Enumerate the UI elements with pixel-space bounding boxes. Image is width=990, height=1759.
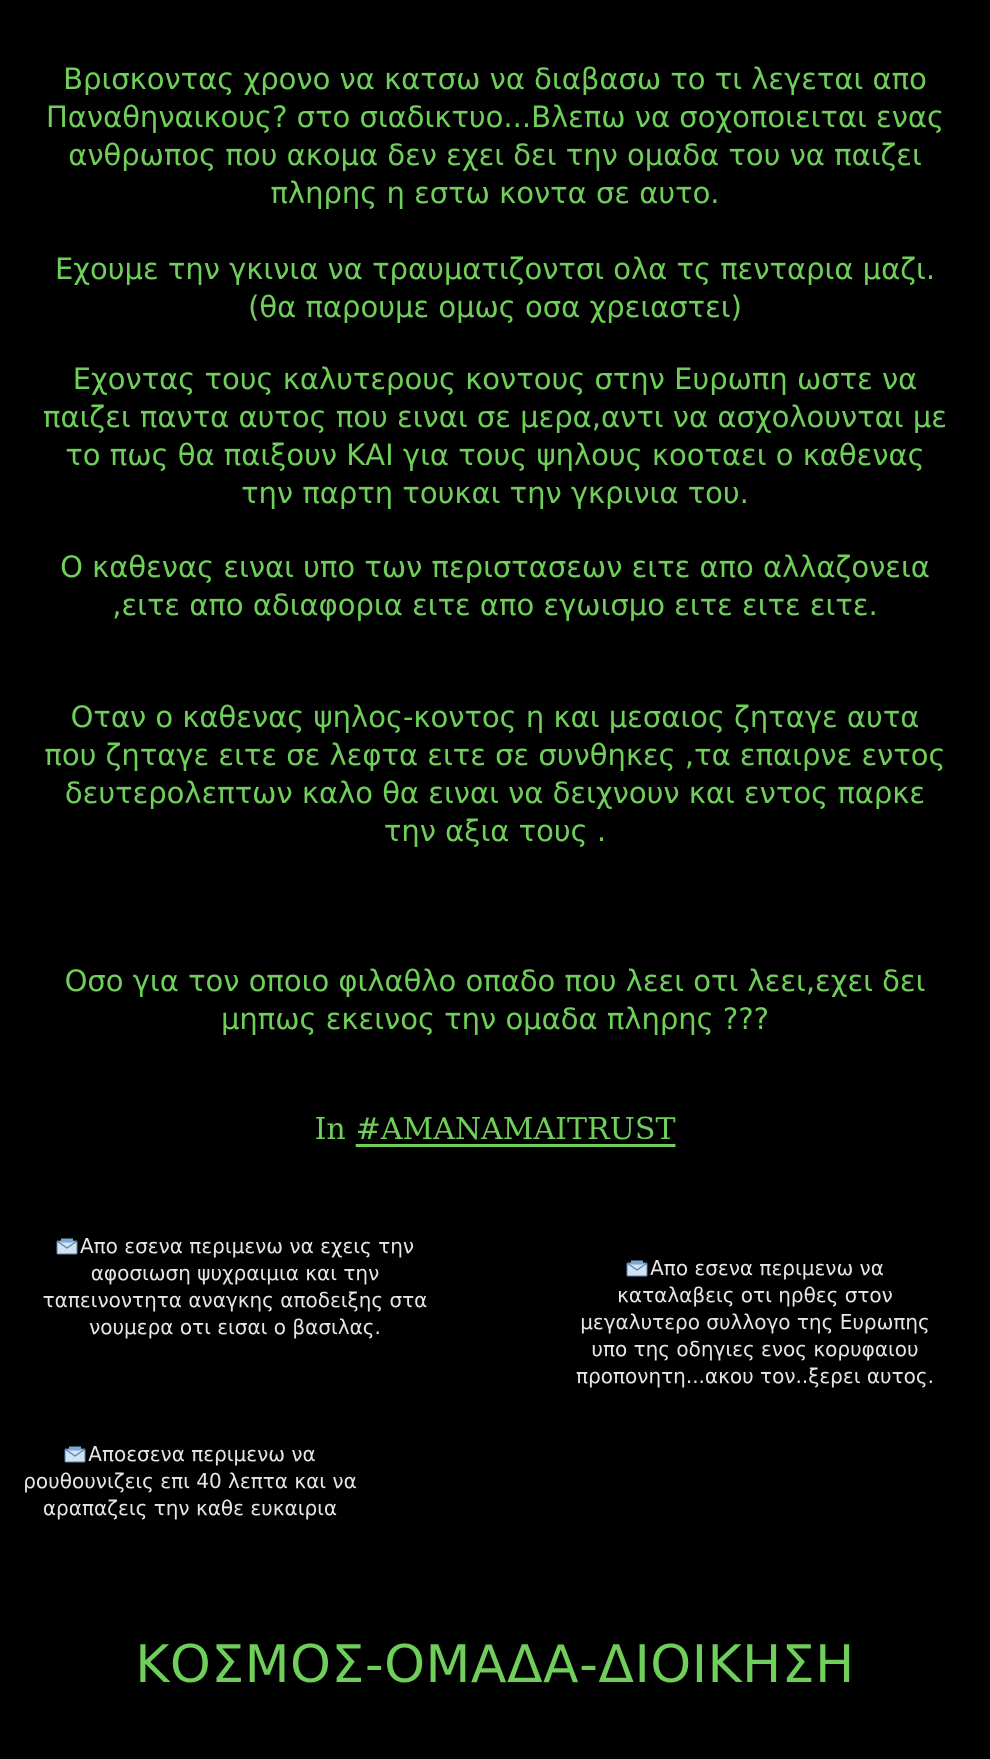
note-message: [575, 1255, 935, 1390]
paragraph-demands: Οταν ο καθενας ψηλος-κοντος η και μεσαιος ζηταγε αυτα που ζηταγε ειτε σε λεφτα ειτε σε συνθηκες ,τα επαιρνε εντος δευτερολεπτων καλο θα ειναι να δειχνουν και εντος παρκε την αξια τους .: [44, 700, 946, 848]
hashtag-prefix: In: [314, 1112, 346, 1147]
hashtag-link[interactable]: #AMANAMAITRUST: [355, 1112, 676, 1147]
note-message: [40, 1233, 430, 1341]
envelope-icon: [626, 1260, 648, 1277]
envelope-icon: [56, 1238, 78, 1255]
envelope-icon: [64, 1446, 86, 1463]
paragraph-injuries: Εχουμε την γκινια να τραυματιζοντσι ολα τς πενταρια μαζι.(θα παρουμε ομως οσα χρειαστει): [54, 252, 936, 324]
note-message: [10, 1441, 370, 1522]
paragraph-fans: Οσο για τον οποιο φιλαθλο οπαδο που λεει οτι λεει,εχει δει μηπως εκεινος την ομαδα πληρης ???: [64, 964, 926, 1036]
footer-slogan: ΚΟΣΜΟΣ-ΟΜΑΔΑ-ΔΙΟΙΚΗΣΗ: [135, 1635, 855, 1695]
paragraph-circumstances: Ο καθενας ειναι υπο των περιστασεων ειτε απο αλλαζονεια ,ειτε απο αδιαφορια ειτε απο εγωισμο ειτε ειτε ειτε.: [60, 550, 930, 622]
paragraph-guards: Εχοντας τους καλυτερους κοντους στην Ευρωπη ωστε να παιζει παντα αυτος που ειναι σε μερα,αντι να ασχολουνται με το πως θα παιξουν ΚΑΙ για τους ψηλους κοοταει ο καθενας την παρτη τουκαι την γκρινια του.: [43, 362, 947, 510]
note-text: Αποεσενα περιμενω να ρουθουνιζεις επι 40 λεπτα και να αραπαζεις την καθε ευκαιρια: [23, 1442, 357, 1520]
hashtag-line: [40, 1110, 950, 1150]
note-text: Απο εσενα περιμενω να εχεις την αφοσιωση ψυχραιμια και την ταπεινοντητα αναγκης αποδειξης στα νουμερα οτι εισαι ο βασιλας.: [42, 1234, 428, 1339]
paragraph-intro: Βρισκοντας χρονο να κατσω να διαβασω το τι λεγεται απο Παναθηναικους? στο σιαδικτυο...Βλεπω να σοχοποιειται ενας ανθρωπος που ακομα δεν εχει δει την ομαδα του να παιζει πληρης η εστω κοντα σε αυτο.: [45, 62, 945, 210]
note-text: Απο εσενα περιμενω να καταλαβεις οτι ηρθες στον μεγαλυτερο συλλογο της Ευρωπης υπο της οδηγιες ενος κορυφαιου προπονητη...ακου τον..ξερει αυτος.: [576, 1256, 934, 1388]
